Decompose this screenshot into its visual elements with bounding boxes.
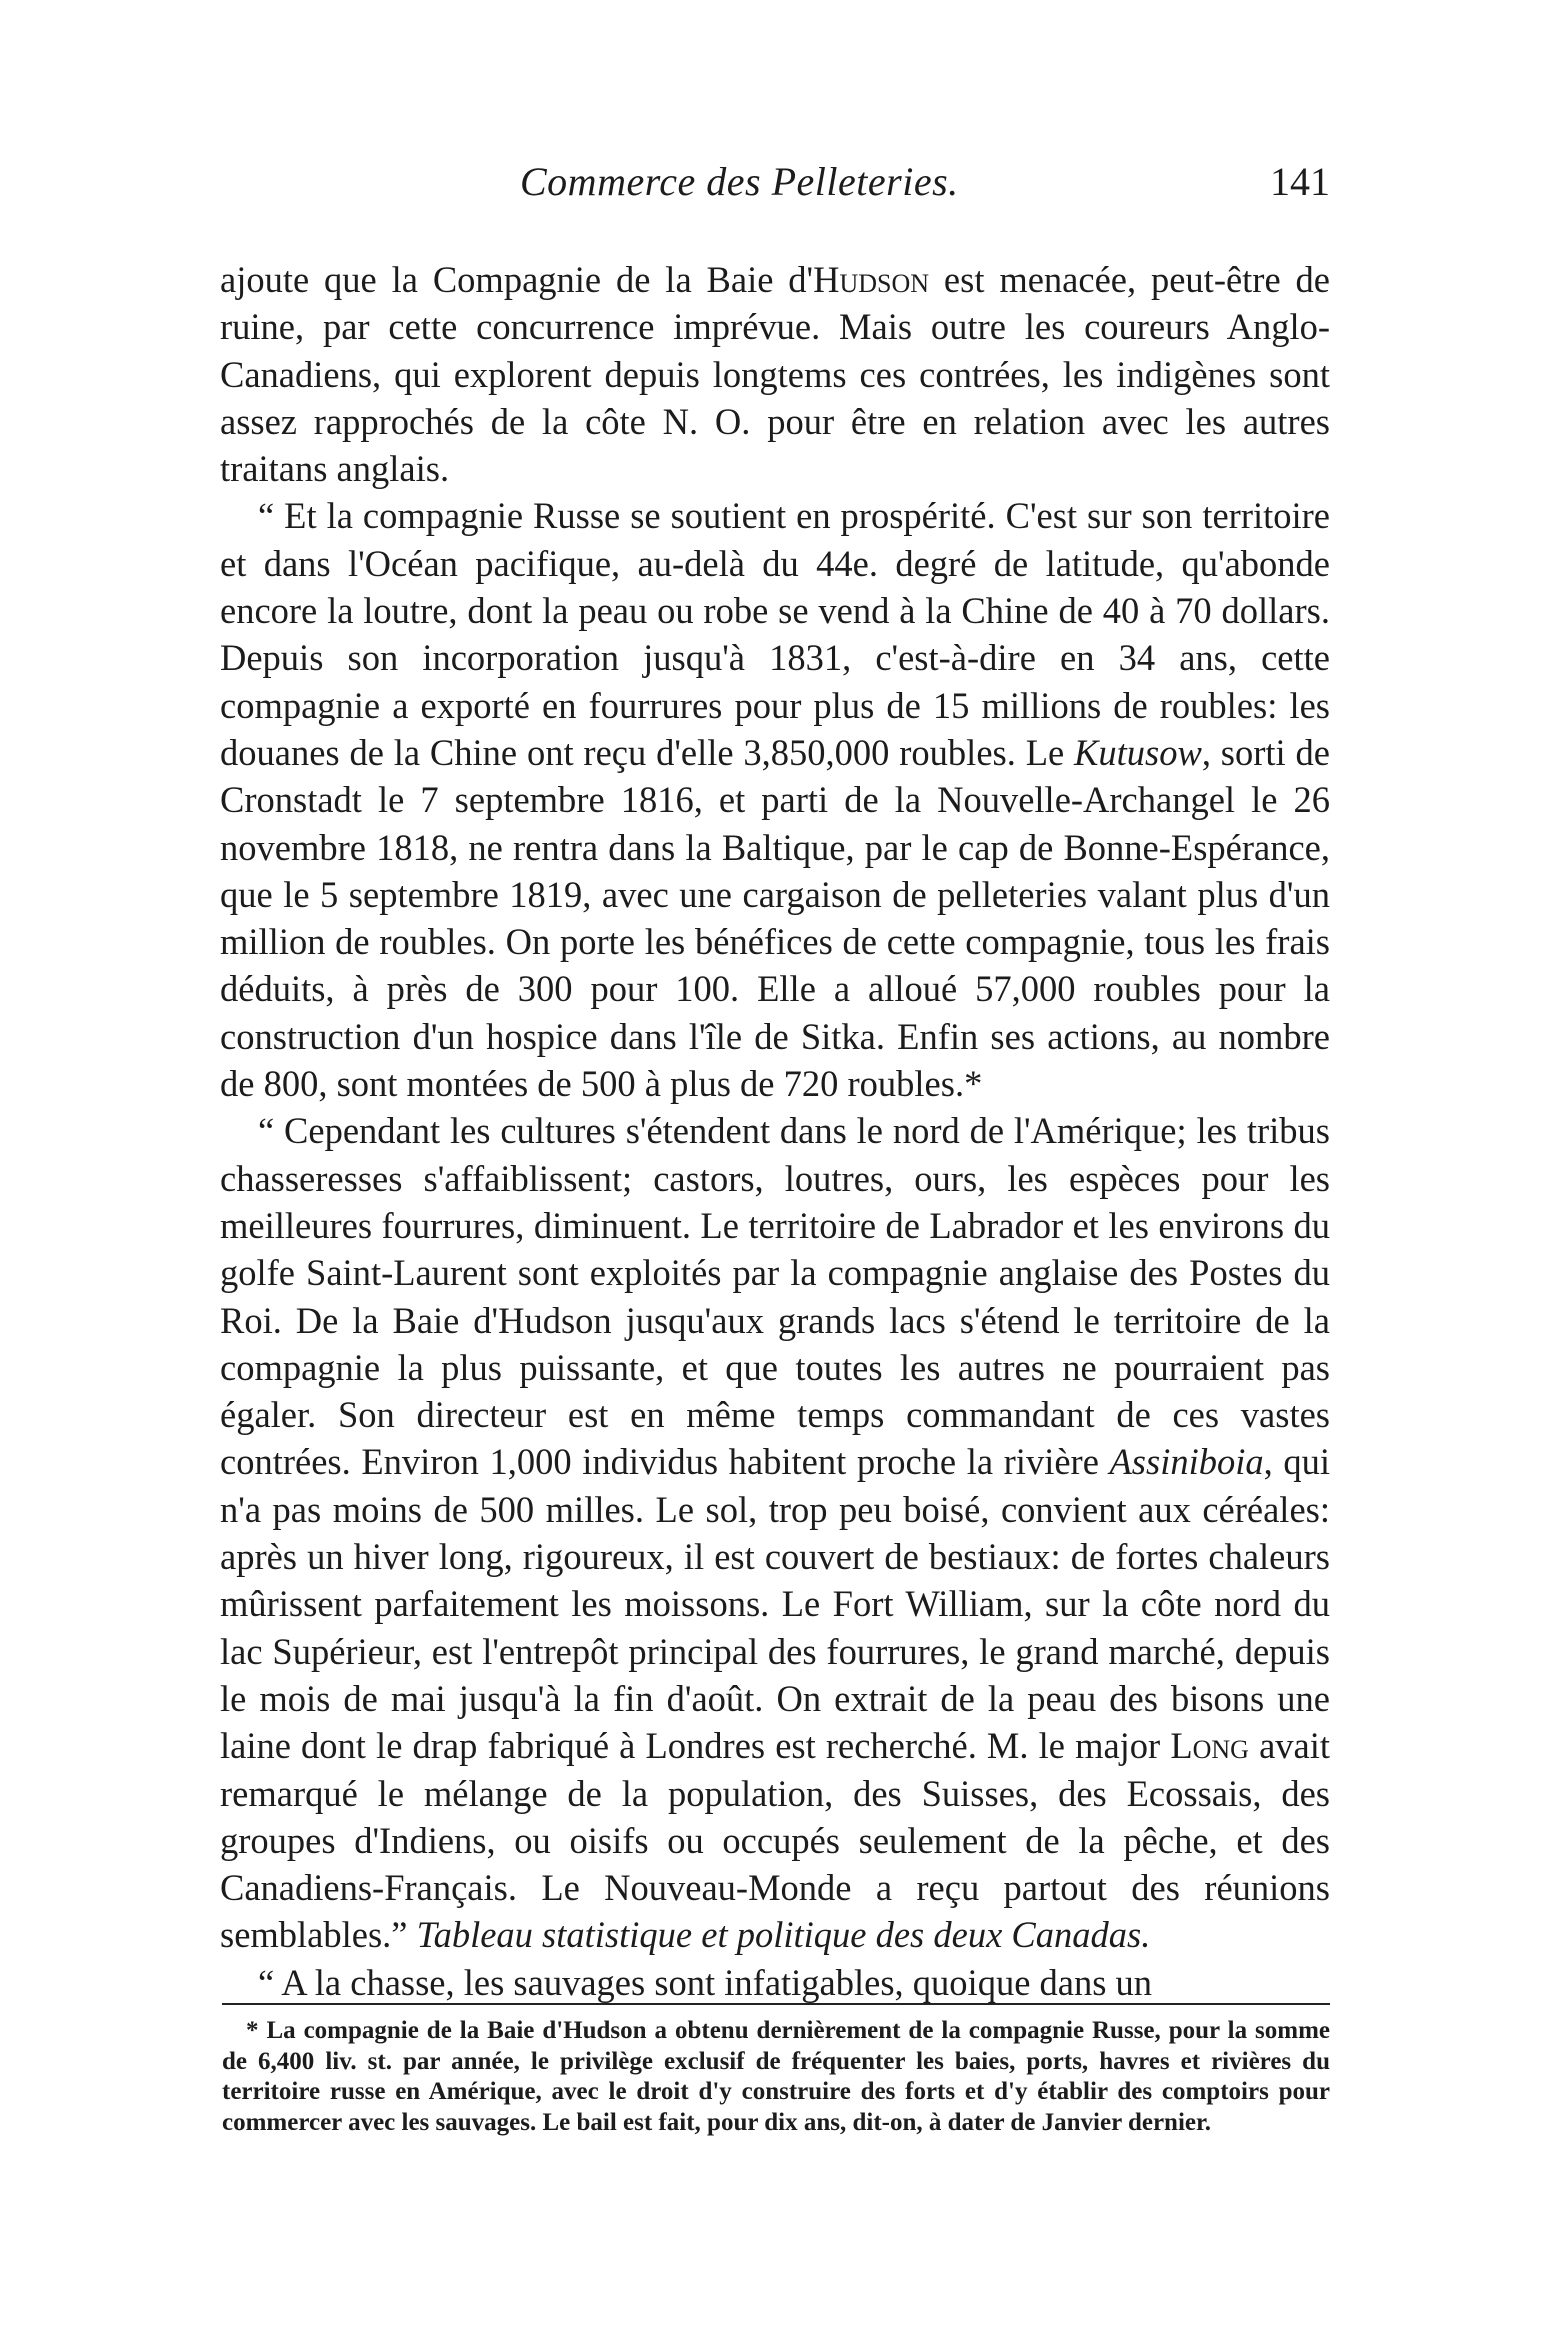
name-long: Long xyxy=(1170,1725,1249,1767)
river-name-assiniboia: Assiniboia xyxy=(1109,1441,1264,1483)
footnote-divider xyxy=(222,2003,1330,2005)
footnote xyxy=(222,2016,1330,2138)
page-number: 141 xyxy=(1270,159,1330,204)
paragraph-3-text-a: “ Cependant les cultures s'étendent dans le nord de l'Amérique; les tribus chasseresses s'affaiblissent; castors, loutres, ours, les espèces pour les meilleures fourrures, diminuent. Le territoire de Labrador et les environs du golfe Saint-Laurent sont exploités par la compagnie anglaise des Postes du Roi. De la Baie d'Hudson jusqu'aux grands lacs s'étend le territoire de la compagnie la plus puissante, et que toutes les autres ne pourraient pas égaler. Son directeur est en même temps commandant de ces vastes contrées. Environ 1,000 individus habitent proche la rivière xyxy=(220,1110,1330,1483)
paragraph-3-text-c: avait remarqué le mélange de la population, des Suisses, des Ecossais, des groupes d'Indiens, ou oisifs ou occupés seulement de la pêche, et des Canadiens-Français. Le Nouveau-Monde a reçu partout des réunions semblables.” xyxy=(220,1725,1330,1956)
paragraph-3 xyxy=(220,1107,1330,1958)
main-text xyxy=(220,256,1330,2006)
paragraph-3-text-b: , qui n'a pas moins de 500 milles. Le sol, trop peu boisé, convient aux céréales: après un hiver long, rigoureux, il est couvert de bestiaux: de fortes chaleurs mûrissent parfaitement les moissons. Le Fort William, sur la côte nord du lac Supérieur, est l'entrepôt principal des fourrures, le grand marché, depuis le mois de mai jusqu'à la fin d'août. On extrait de la peau des bisons une laine dont le drap fabriqué à Londres est recherché. M. le major xyxy=(220,1441,1330,1767)
ship-name-kutusow: Kutusow xyxy=(1074,731,1202,773)
paragraph-2-text-a: “ Et la compagnie Russe se soutient en prospérité. C'est sur son territoire et dans l'Océan pacifique, au-delà du 44e. degré de latitude, qu'abonde encore la loutre, dont la peau ou robe se vend à la Chine de 40 à 70 dollars. Depuis son incorporation jusqu'à 1831, c'est-à-dire en 34 ans, cette compagnie a exporté en fourrures pour plus de 15 millions de roubles: les douanes de la Chine ont reçu d'elle 3,850,000 roubles. Le xyxy=(220,495,1330,773)
paragraph-2-text-b: , sorti de Cronstadt le 7 septembre 1816, et parti de la Nouvelle-Archangel le 26 novembre 1818, ne rentra dans la Baltique, par le cap de Bonne-Espérance, que le 5 septembre 1819, avec une cargaison de pelleteries valant plus d'un million de roubles. On porte les bénéfices de cette compagnie, tous les frais déduits, à près de 300 pour 100. Elle a alloué 57,000 roubles pour la construction d'un hospice dans l'île de Sitka. Enfin ses actions, au nombre de 800, sont montées de 500 à plus de 720 roubles.* xyxy=(220,731,1330,1105)
running-title: Commerce des Pelleteries. xyxy=(520,159,959,204)
name-hudson: Hudson xyxy=(813,259,930,300)
paragraph-1 xyxy=(220,256,1330,492)
paragraph-1-text-a: ajoute que la Compagnie de la Baie d' xyxy=(220,259,814,300)
page-header xyxy=(220,158,1330,218)
paragraph-2 xyxy=(220,492,1330,1107)
footnote-text: * La compagnie de la Baie d'Hudson a obtenu dernièrement de la compagnie Russe, pour la somme de 6,400 liv. st. par année, le privilège exclusif de fréquenter les baies, ports, havres et rivières du territoire russe en Amérique, avec le droit d'y construire des forts et d'y établir des comptoirs pour commercer avec les sauvages. Le bail est fait, pour dix ans, dit-on, à dater de Janvier dernier. xyxy=(222,2017,1330,2136)
citation-tableau: Tableau statistique et politique des deux Canadas. xyxy=(416,1914,1151,1956)
paragraph-1-text-b: est menacée, peut-être de ruine, par cette concurrence imprévue. Mais outre les coureurs Anglo-Canadiens, qui explorent depuis longtems ces contrées, les indigènes sont assez rapprochés de la côte N. O. pour être en relation avec les autres traitans anglais. xyxy=(220,259,1330,490)
paragraph-4: “ A la chasse, les sauvages sont infatigables, quoique dans un xyxy=(258,1961,1153,2003)
